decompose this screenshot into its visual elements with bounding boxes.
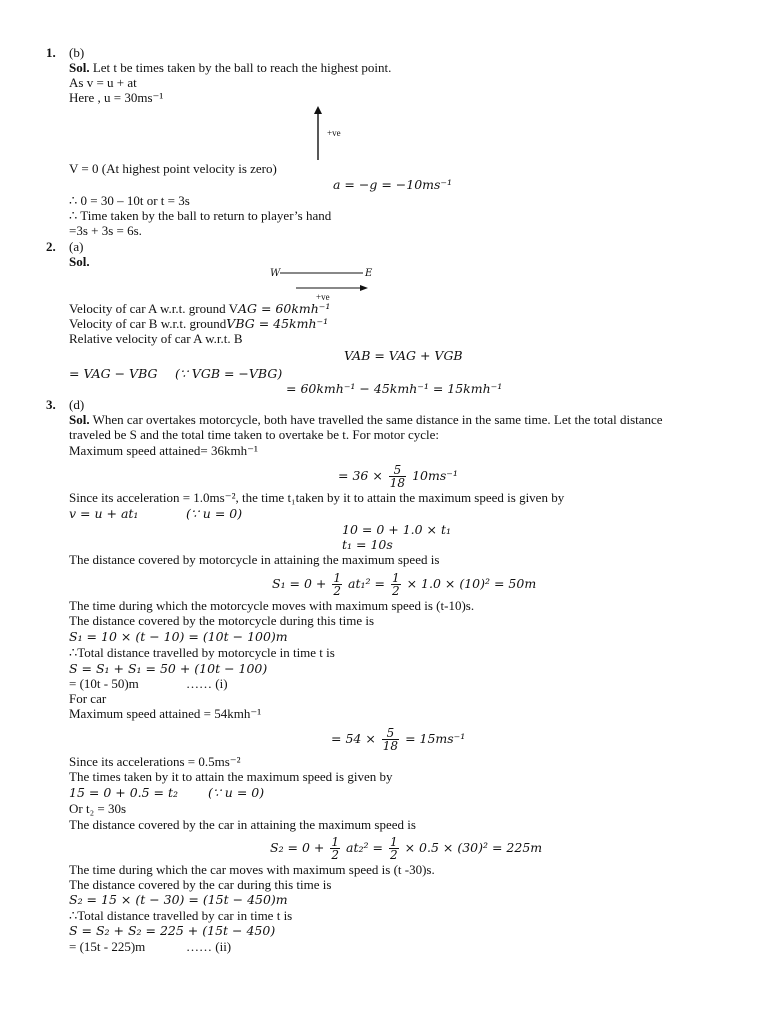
q3-eq6-numerator-2: 1 (389, 835, 398, 849)
q3-line-12-tag: …… (i) (186, 676, 228, 691)
q3-line-16: The times taken by it to attain the maximum speed is given by (69, 769, 393, 784)
q3-line-25-tag: …… (ii) (186, 939, 232, 954)
q3-eq6-fraction-1 (330, 836, 340, 861)
q3-eq5-right: = 15ms⁻¹ (405, 731, 466, 746)
q3-line-5: v = u + at₁ (69, 506, 139, 521)
q2-equation-3: = 60kmh⁻¹ − 45kmh⁻¹ = 15kmh⁻¹ (286, 381, 503, 396)
q3-equation-6 (270, 830, 542, 866)
q3-equation-1 (338, 458, 458, 494)
q3-eq6-left: S₂ = 0 + (270, 840, 325, 855)
q3-eq1-left: = 36 × (338, 468, 383, 483)
q3-eq5-fraction (382, 727, 399, 752)
q2-math-1: AG = 60kmh⁻¹ (237, 301, 331, 316)
q3-line-5-note: (∵ u = 0) (186, 506, 243, 521)
q1-sol-label: Sol. (69, 60, 90, 75)
q3-eq6-numerator-1: 1 (331, 835, 340, 849)
q3-sol-label: Sol. (69, 412, 90, 427)
q3-eq6-denominator-2: 2 (389, 848, 398, 862)
q3-eq4-numerator-1: 1 (333, 571, 342, 585)
q3-line-20: The time during which the car moves with maximum speed is (t -30)s. (69, 862, 435, 877)
q3-line-7: The time during which the motorcycle moves with maximum speed is (t-10)s. (69, 598, 475, 613)
q3-line-1 (69, 412, 663, 427)
q3-line-3: Maximum speed attained= 36kmh⁻¹ (69, 443, 258, 458)
q3-line-12: = (10t - 50)m (69, 676, 139, 691)
q1-line-5: ∴ 0 = 30 – 10t or t = 3s (69, 193, 190, 208)
q2-number: 2. (46, 239, 56, 254)
q3-line-14: Maximum speed attained = 54kmh⁻¹ (69, 706, 262, 721)
q3-eq5-numerator: 5 (382, 727, 399, 740)
q3-line-25: = (15t - 225)m (69, 939, 146, 954)
q3-line-10: ∴Total distance travelled by motorcycle in time t is (69, 645, 335, 660)
q1-number: 1. (46, 45, 56, 60)
q3-eq4-right: × 1.0 × (10)² = 50m (406, 576, 537, 591)
q3-line-17-note: (∵ u = 0) (208, 785, 265, 800)
q3-option: (d) (69, 397, 85, 412)
q2-sol-label: Sol. (69, 254, 90, 269)
q2-line-1 (69, 301, 330, 316)
q3-line-22: S₂ = 15 × (t − 30) = (15t − 450)m (69, 892, 288, 907)
q3-eq4-middle: at₁² = (348, 576, 385, 591)
q3-line-19: The distance covered by the car in attaining the maximum speed is (69, 817, 416, 832)
q3-eq4-fraction-2 (391, 572, 401, 597)
q3-eq6-denominator-1: 2 (331, 848, 340, 862)
q3-line-18: Or t₂ = 30s (69, 801, 127, 816)
q3-equation-4 (272, 566, 536, 602)
q3-eq1-numerator: 5 (389, 464, 406, 477)
q1-line-6: ∴ Time taken by the ball to return to player’s hand (69, 208, 332, 223)
q3-line-9: S₁ = 10 × (t − 10) = (10t − 100)m (69, 629, 288, 644)
q3-eq5-left: = 54 × (331, 731, 376, 746)
q1-arrow-label: +ve (327, 128, 341, 138)
q3-text-1: When car overtakes motorcycle, both have travelled the same distance in the same time. Let the total distance (92, 412, 663, 427)
q3-eq1-denominator: 18 (389, 476, 406, 490)
q1-line-3: Here , u = 30ms⁻¹ (69, 90, 164, 105)
q2-arrow-label: +ve (316, 292, 330, 302)
q3-eq4-denominator-2: 2 (391, 584, 400, 598)
q3-number: 3. (46, 397, 56, 412)
q3-eq6-fraction-2 (389, 836, 399, 861)
q3-line-24: S = S₂ + S₂ = 225 + (15t − 450) (69, 923, 276, 938)
q3-line-11: S = S₁ + S₁ = 50 + (10t − 100) (69, 661, 268, 676)
q3-equation-3: t₁ = 10s (342, 537, 393, 552)
q3-line-15: Since its accelerations = 0.5ms⁻² (69, 754, 241, 769)
q1-line-4: V = 0 (At highest point velocity is zero) (69, 161, 277, 176)
q3-eq1-fraction (389, 464, 406, 489)
q3-equation-5 (331, 721, 465, 757)
q2-equation-1: VAB = VAG + VGB (344, 348, 463, 363)
q1-line-1 (69, 60, 391, 75)
q2-line-2 (69, 316, 328, 331)
q3-eq5-denominator: 18 (382, 739, 399, 753)
q1-line-2: As v = u + at (69, 75, 137, 90)
q2-equation-2-note: (∵ VGB = −VBG) (175, 366, 283, 381)
q2-option: (a) (69, 239, 84, 254)
q1-text-1: Let t be times taken by the ball to reach the highest point. (92, 60, 392, 75)
q3-line-21: The distance covered by the car during this time is (69, 877, 332, 892)
q3-equation-2: 10 = 0 + 1.0 × t₁ (342, 522, 452, 537)
q3-line-17: 15 = 0 + 0.5 = t₂ (69, 785, 179, 800)
q2-equation-2-left: = VAG − VBG (69, 366, 158, 381)
q3-line-2: traveled be S and the total time taken to overtake be t. For motor cycle: (69, 427, 440, 442)
q3-eq1-right: 10ms⁻¹ (412, 468, 458, 483)
q3-eq4-numerator-2: 1 (391, 571, 400, 585)
q3-line-8: The distance covered by the motorcycle during this time is (69, 613, 375, 628)
q3-line-23: ∴Total distance travelled by car in time t is (69, 908, 293, 923)
q1-line-7: =3s + 3s = 6s. (69, 223, 142, 238)
q3-eq6-middle: at₂² = (346, 840, 383, 855)
q2-east-label: E (365, 268, 373, 279)
q1-option: (b) (69, 45, 85, 60)
q2-west-label: W (270, 268, 281, 279)
q3-line-4: Since its acceleration = 1.0ms⁻², the time t₁taken by it to attain the maximum speed is given by (69, 490, 565, 505)
q3-line-13: For car (69, 691, 107, 706)
q3-eq4-left: S₁ = 0 + (272, 576, 327, 591)
q2-text-2: Velocity of car B w.r.t. ground (69, 316, 227, 331)
q3-eq4-denominator-1: 2 (333, 584, 342, 598)
q1-equation-a: a = −g = −10ms⁻¹ (333, 177, 453, 192)
q2-math-2: VBG = 45kmh⁻¹ (226, 316, 329, 331)
q2-text-1: Velocity of car A w.r.t. ground V (69, 301, 238, 316)
q3-eq6-right: × 0.5 × (30)² = 225m (404, 840, 543, 855)
q3-line-6: The distance covered by motorcycle in attaining the maximum speed is (69, 552, 440, 567)
q3-eq4-fraction-1 (332, 572, 342, 597)
q2-line-3: Relative velocity of car A w.r.t. B (69, 331, 243, 346)
